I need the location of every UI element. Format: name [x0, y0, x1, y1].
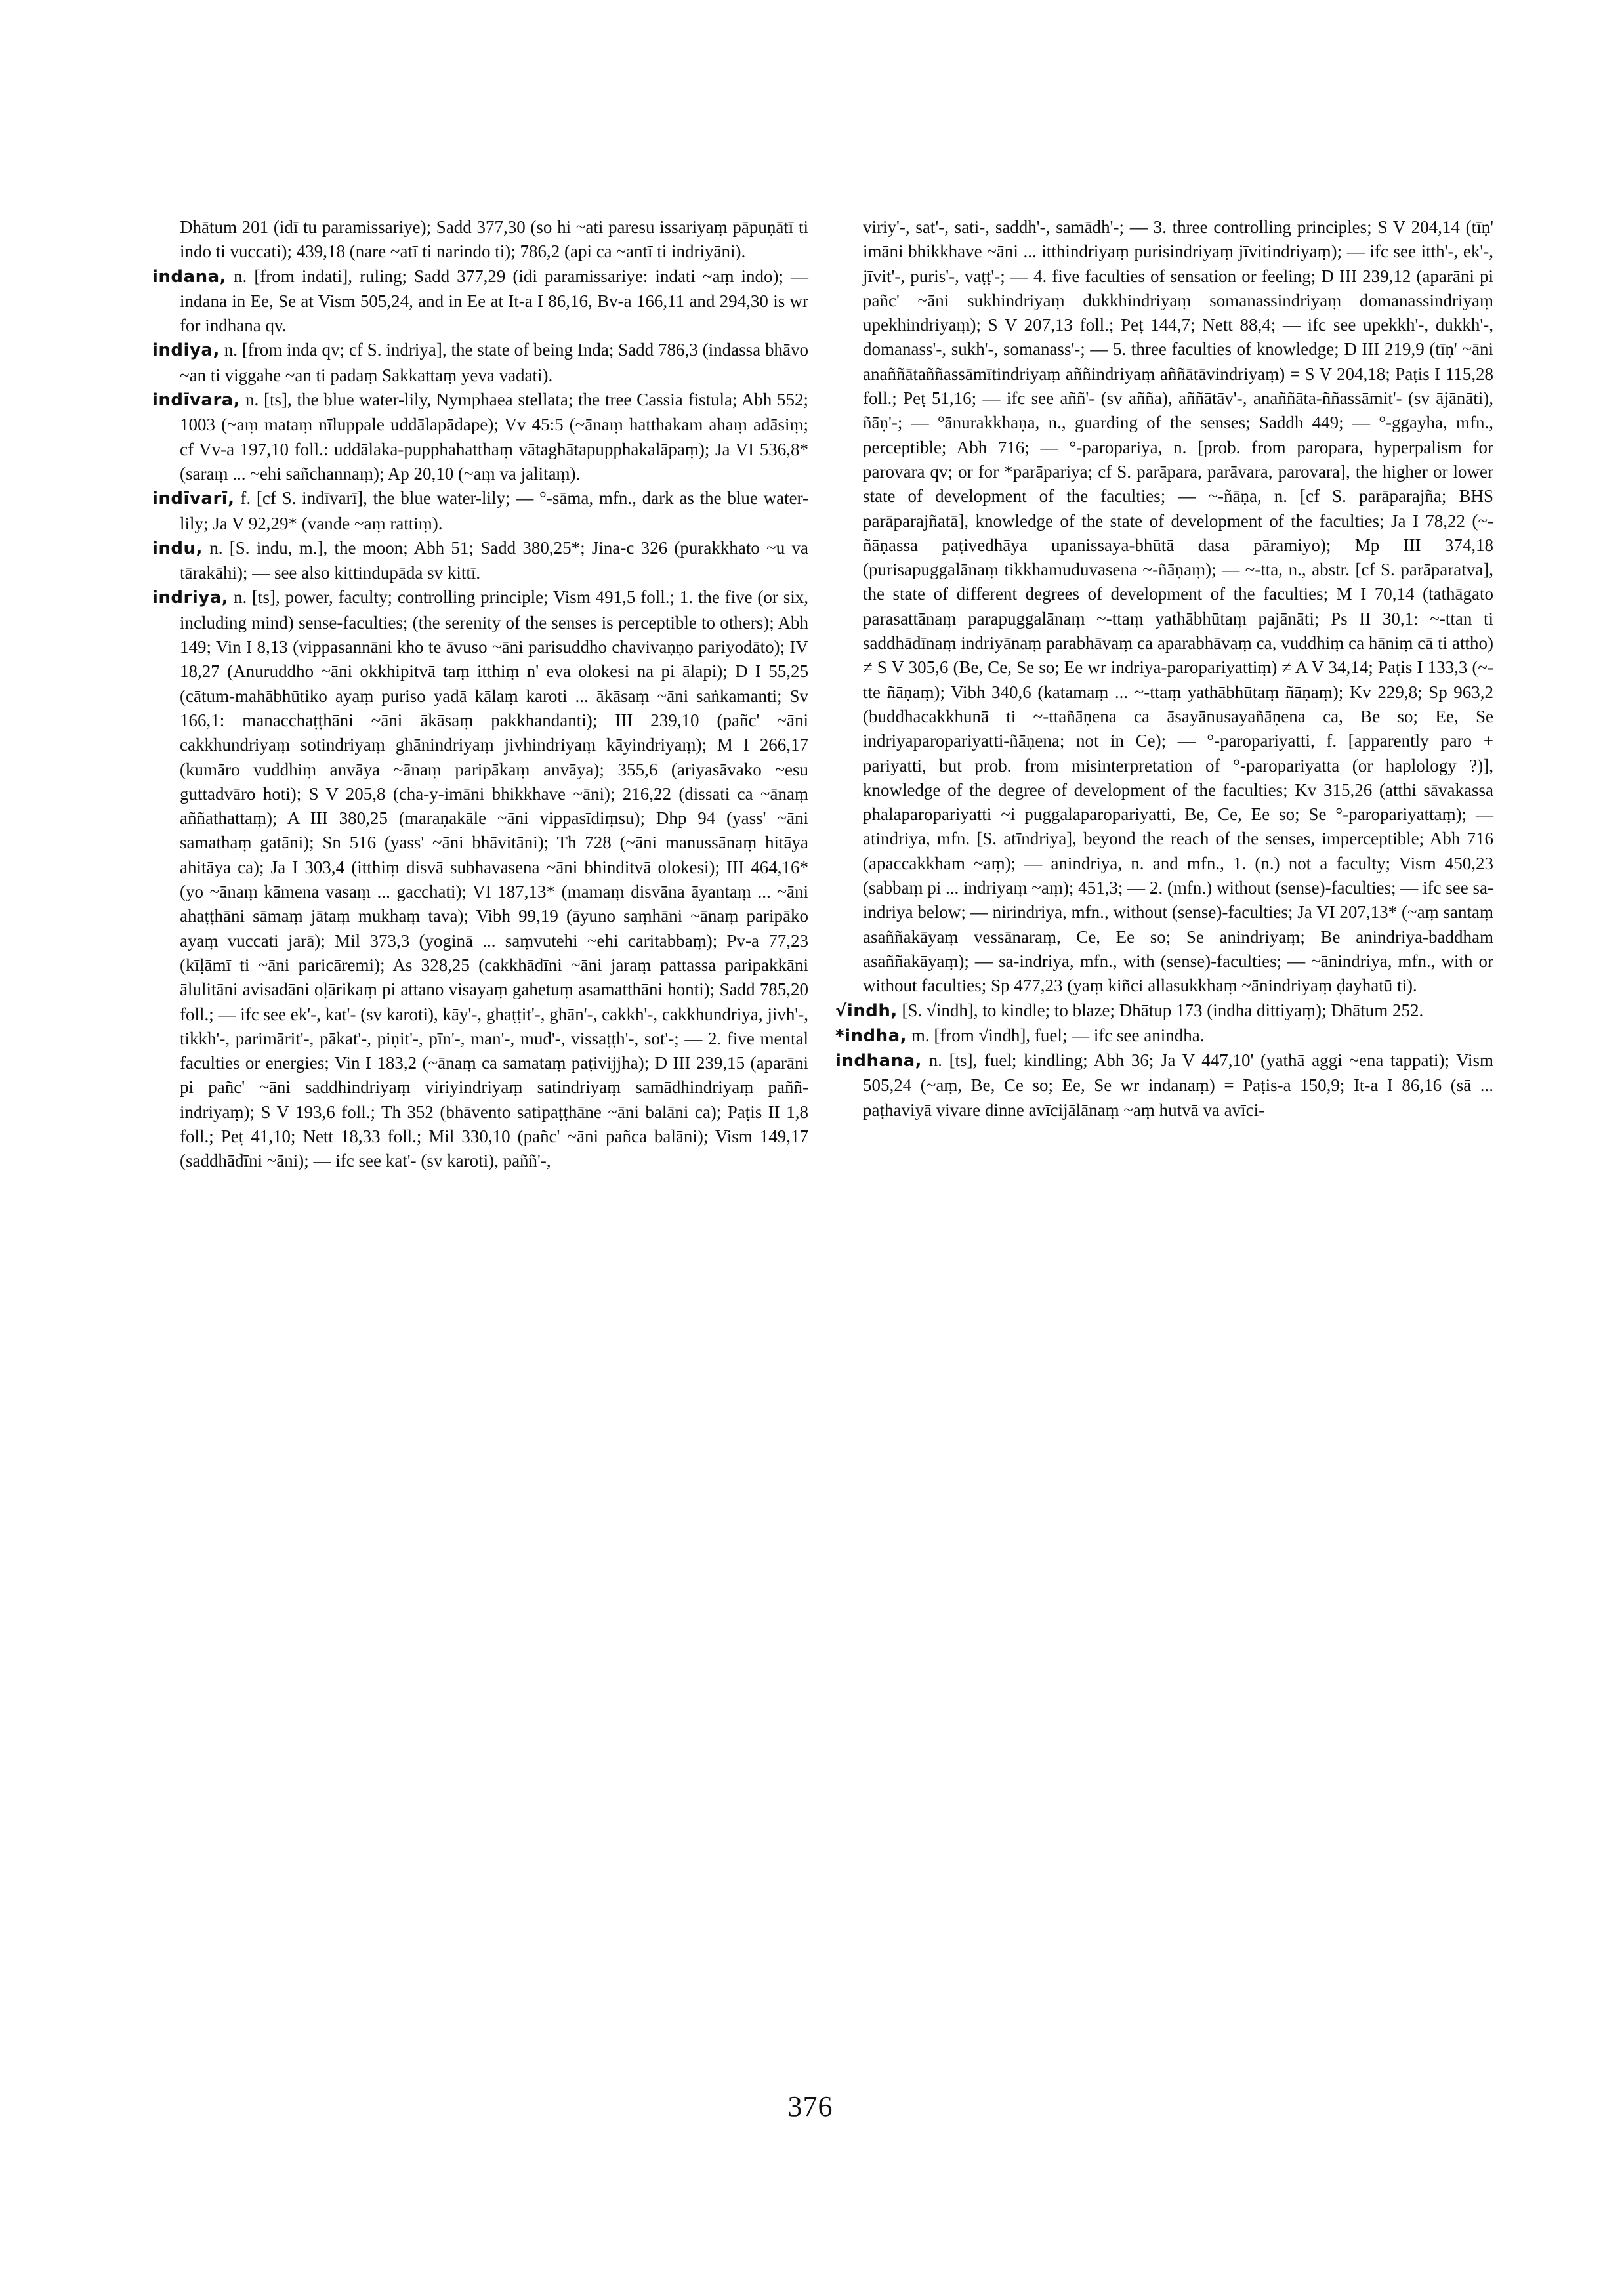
entry-continuation — [152, 215, 808, 264]
headword: indhana, — [835, 1051, 923, 1071]
entry-text: f. [cf S. indīvarī], the blue water-lily; — °-sāma, mfn., dark as the blue water-lily; Ja V 92,29* (vande ~aṃ rattiṃ). — [180, 488, 809, 533]
entry-indivari — [152, 486, 808, 536]
right-column — [835, 215, 1493, 1123]
headword: indīvarī, — [152, 489, 235, 509]
headword: indiya, — [152, 341, 220, 361]
entry-indha — [835, 1023, 1493, 1048]
entry-text: n. [ts], power, faculty; controlling principle; Vism 491,5 foll.; 1. the five (or six, including mind) sense-faculties; (the serenity of the senses is perceptible to others); Abh 149; Vin I 8,13 (vippasannāni kho te āvuso ~āni parisuddho chavivaṇṇo pariyodāto); IV 18,27 (Anuruddho ~āni okkhipitvā taṃ itthiṃ n' eva olokesi na pi ālapi); D I 55,25 (cātum-mahābhūtiko ayaṃ puriso yadā kālaṃ karoti ... ākāsaṃ ~āni saṅkamanti; Sv 166,1: manacchaṭṭhāni ~āni ākāsaṃ pakkhandanti); III 239,10 (pañc' ~āni cakkhundriyaṃ sotindriyaṃ ghānindriyaṃ jivhindriyaṃ kāyindriyaṃ); M I 266,17 (kumāro vuddhiṃ anvāya ~ānaṃ paripākaṃ anvāya); 355,6 (ariyasāvako ~esu guttadvāro hoti); S V 205,8 (cha-y-imāni bhikkhave ~āni); 216,22 (dissati ca ~ānaṃ aññathattaṃ); A III 380,25 (maraṇakāle ~āni vippasīdiṃsu); Dhp 94 (yass' ~āni samathaṃ gatāni); Sn 516 (yass' ~āni bhāvitāni); Th 728 (~āni manussānaṃ hitāya ahitāya ca); Ja I 303,4 (itthiṃ disvā subhavasena ~āni bhinditvā olokesi); III 464,16* (yo ~ānaṃ kāmena vasaṃ ... gacchati); VI 187,13* (mamaṃ disvāna āyantaṃ ... ~āni ahaṭṭhāni sāmaṃ jātaṃ mukhaṃ tava); Vibh 99,19 (āyuno saṃhāni ~ānaṃ paripāko ayaṃ vuccati jarā); Mil 373,3 (yoginā ... saṃvutehi ~ehi caritabbaṃ); Pv-a 77,23 (kīḷāmī ti ~āni paricāremi); As 328,25 (cakkhādīni ~āni jaraṃ pattassa paripakkāni ālulitāni avisadāni oḷārikaṃ pi attano visayaṃ gahetuṃ asamatthāni honti); Sadd 785,20 foll.; — ifc see ek'-, kat'- (sv karoti), kāy'-, ghaṭṭit'-, ghān'-, cakkh'-, cakkhundriya, jivh'-, tikkh'-, parimārit'-, pākat'-, piṇit'-, pīn'-, man'-, mud'-, vissaṭṭh'-, sot'-; — 2. five mental faculties or energies; Vin I 183,2 (~ānaṃ ca samataṃ paṭivijjha); D III 239,15 (aparāni pi pañc' ~āni saddhindriyaṃ viriyindriyaṃ satindriyaṃ samādhindriyaṃ paññ-indriyaṃ); S V 193,6 foll.; Th 352 (bhāvento satipaṭṭhāne ~āni balāni ca); Paṭis II 1,8 foll.; Peṭ 41,10; Nett 18,33 foll.; Mil 330,10 (pañc' ~āni pañca balāni); Vism 149,17 (saddhādīni ~āni); — ifc see kat'- (sv karoti), paññ'-, — [180, 587, 808, 1171]
headword: indīvara, — [152, 390, 241, 411]
entry-text: Dhātum 201 (idī tu paramissariye); Sadd 377,30 (so hi ~ati paresu issariyaṃ pāpuṇātī ti indo ti vuccati); 439,18 (nare ~atī ti narindo ti); 786,2 (api ca ~antī ti indriyāni). — [180, 217, 808, 262]
headword: indriya, — [152, 588, 229, 608]
entry-text: n. [S. indu, m.], the moon; Abh 51; Sadd 380,25*; Jina-c 326 (purakkhato ~u va tārakāhi); — see also kittindupāda sv kittī. — [180, 537, 809, 583]
entry-indana — [152, 264, 808, 339]
entry-indu — [152, 536, 808, 586]
page-number: 376 — [787, 2090, 833, 2122]
entry-text: n. [from indati], ruling; Sadd 377,29 (idi paramissariye: indati ~aṃ indo); — indana in Ee, Se at Vism 505,24, and in Ee at It-a I 86,16, Bv-a 166,11 and 294,30 is wr for indhana qv. — [180, 266, 808, 336]
headword: indu, — [152, 538, 203, 558]
headword: √indh, — [835, 1001, 898, 1021]
headword: indana, — [152, 266, 227, 287]
left-column — [152, 215, 808, 1174]
entry-indivara — [152, 388, 808, 486]
entry-text: viriy'-, sat'-, sati-, saddh'-, samādh'-; — 3. three controlling principles; S V 204,14 (tīṇ' imāni bhikkhave ~āni ... itthindriyaṃ purisindriyaṃ jīvitindriyaṃ); — ifc see itth'-, ek'-, jīvit'-, puris'-, vaṭṭ'-; — 4. five faculties of sensation or feeling; D III 239,12 (aparāni pi pañc' ~āni sukhindriyaṃ dukkhindriyaṃ somanassindriyaṃ domanassindriyaṃ upekhindriyaṃ); S V 207,13 foll.; Peṭ 144,7; Nett 88,4; — ifc see upekkh'-, dukkh'-, domanass'-, sukh'-, somanass'-; — 5. three faculties of knowledge; D III 219,9 (tīṇ' ~āni anaññātaññassāmītindriyaṃ aññindriyaṃ aññātāvindriyaṃ) = S V 204,18; Paṭis I 115,28 foll.; Peṭ 51,16; — ifc see aññ'- (sv añña), aññātāv'-, anaññāta-ññassāmit'- (sv ājānāti), ñāṇ'-; — °ānurakkhaṇa, n., guarding of the senses; Saddh 449; — °-ggayha, mfn., perceptible; Abh 716; — °-paropariya, n. [prob. from paropara, hyperpalism for parovara qv; or for *parāpariya; cf S. parāpara, parāvara, parovara], the higher or lower state of development of the faculties; — ~-ñāṇa, n. [cf S. parāparajña; BHS parāparajñatā], knowledge of the state of development of the faculties; Ja I 78,22 (~-ñāṇassa paṭivedhāya upanissaya-bhūtā dasa pāramiyo); Mp III 374,18 (purisapuggalānaṃ tikkhamuduvasena ~-ñāṇaṃ); — ~-tta, n., abstr. [cf S. parāparatva], the state of different degrees of development of the faculties; M I 70,14 (tathāgato parasattānaṃ parapuggalānaṃ ~-ttaṃ yathābhūtaṃ pajānāti; Ps II 30,1: ~-ttan ti saddhādīnaṃ indriyānaṃ parabhāvaṃ ca aparabhāvaṃ ca, vuddhiṃ ca hāniṃ cā ti attho) ≠ S V 305,6 (Be, Ce, Se so; Ee wr indriya-paropariyattiṃ) ≠ A V 34,14; Paṭis I 133,3 (~-tte ñāṇaṃ); Vibh 340,6 (katamaṃ ... ~-ttaṃ yathābhūtaṃ ñāṇaṃ); Kv 229,8; Sp 963,2 (buddhacakkhunā ti ~-ttañāṇena ca āsayānusayañāṇena ca, Be so; Ee, Se indriyaparopariyatti-ñāṇena; not in Ce); — °-paropariyatti, f. [apparently paro + pariyatti, but prob. from misinterpretation of °-paropariyatta (or haplology ?)], knowledge of the degree of development of the faculties; Kv 315,26 (atthi sāvakassa phalaparopariyatti ~i puggalaparopariyatti, Be, Ce, Ee so; Se °-paropariyattaṃ); — atindriya, mfn. [S. atīndriya], beyond the reach of the senses, imperceptible; Abh 716 (apaccakkham ~aṃ); — anindriya, n. and mfn., 1. (n.) not a faculty; Vism 450,23 (sabbaṃ pi ... indriyaṃ ~aṃ); 451,3; — 2. (mfn.) without (sense)-faculties; — ifc see sa-indriya below; — nirindriya, mfn., without (sense)-faculties; Ja VI 207,13* (~aṃ santaṃ asaññakāyaṃ vessānaraṃ, Ce, Ee so; Se anindriyaṃ; Be anindriya-baddham asaññakāyaṃ); — sa-indriya, mfn., with (sense)-faculties; — ~ānindriya, mfn., with or without faculties; Sp 477,23 (yaṃ kiñci allasukkhaṃ ~ānindriyaṃ ḍayhatū ti). — [863, 217, 1493, 996]
entry-text: n. [from inda qv; cf S. indriya], the state of being Inda; Sadd 786,3 (indassa bhāvo ~an ti viggahe ~an ti padaṃ Sakkattaṃ yeva vadati). — [180, 340, 808, 385]
entry-continuation — [835, 215, 1493, 999]
entry-indriya — [152, 585, 808, 1173]
headword: *indha, — [835, 1025, 907, 1046]
entry-root-indh — [835, 999, 1493, 1023]
entry-text: [S. √indh], to kindle; to blaze; Dhātup 173 (indha dittiyaṃ); Dhātum 252. — [902, 1000, 1424, 1020]
entry-text: m. [from √indh], fuel; — ifc see anindha. — [911, 1025, 1205, 1045]
entry-indhana — [835, 1048, 1493, 1123]
entry-text: n. [ts], fuel; kindling; Abh 36; Ja V 447,10' (yathā aggi ~ena tappati); Vism 505,24 (~aṃ, Be, Ce so; Ee, Se wr indanaṃ) = Paṭis-a 150,9; It-a I 86,16 (sā ... paṭhaviyā vivare dinne avīcijālānaṃ ~aṃ hutvā va avīci- — [863, 1050, 1493, 1120]
entry-indiya — [152, 338, 808, 388]
entry-text: n. [ts], the blue water-lily, Nymphaea stellata; the tree Cassia fistula; Abh 552; 1003 (~aṃ mataṃ nīluppale uddālapādape); Vv 45:5 (~ānaṃ hatthakam ahaṃ adāsiṃ; cf Vv-a 197,10 foll.: uddālaka-pupphahatthaṃ vātaghātapupphakalāpaṃ); Ja VI 536,8* (saraṃ ... ~ehi sañchannaṃ); Ap 20,10 (~aṃ va jalitaṃ). — [180, 390, 808, 484]
